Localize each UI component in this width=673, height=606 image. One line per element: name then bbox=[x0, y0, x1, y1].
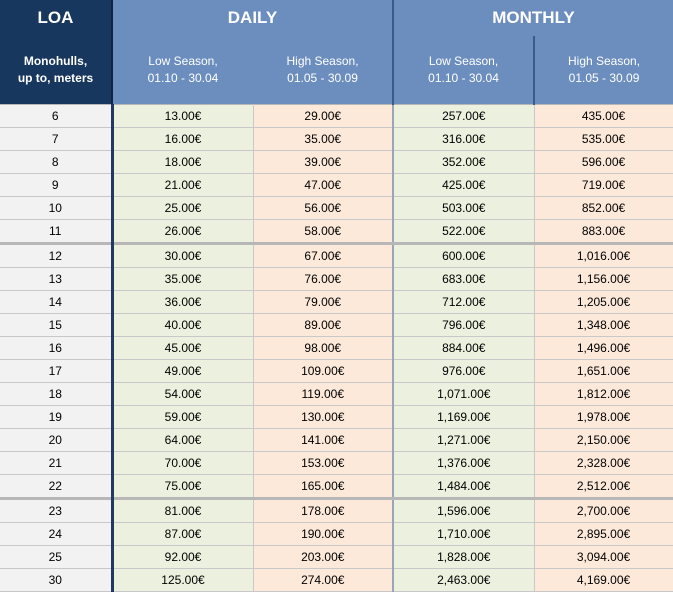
table-row bbox=[0, 128, 673, 151]
loa-cell: 6 bbox=[0, 105, 112, 128]
loa-cell: 24 bbox=[0, 523, 112, 546]
monthly-low-cell: 316.00€ bbox=[393, 128, 534, 151]
price-rows bbox=[0, 105, 673, 592]
monthly-low-cell: 712.00€ bbox=[393, 291, 534, 314]
monthly-low-cell: 683.00€ bbox=[393, 268, 534, 291]
table-row bbox=[0, 523, 673, 546]
daily-low-cell: 35.00€ bbox=[112, 268, 253, 291]
monthly-low-cell: 796.00€ bbox=[393, 314, 534, 337]
table-row bbox=[0, 105, 673, 128]
season-label: Low Season, bbox=[428, 54, 499, 68]
daily-low-cell: 92.00€ bbox=[112, 546, 253, 569]
daily-low-cell: 13.00€ bbox=[112, 105, 253, 128]
loa-cell: 23 bbox=[0, 499, 112, 523]
monthly-high-cell: 596.00€ bbox=[534, 151, 673, 174]
table-row bbox=[0, 429, 673, 452]
monthly-header: MONTHLY bbox=[393, 0, 673, 36]
daily-high-cell: 47.00€ bbox=[253, 174, 393, 197]
table-row bbox=[0, 220, 673, 244]
monthly-high-cell: 2,895.00€ bbox=[534, 523, 673, 546]
season-dates: 01.05 - 30.09 bbox=[568, 71, 640, 85]
monthly-high-cell: 4,169.00€ bbox=[534, 569, 673, 592]
daily-low-cell: 54.00€ bbox=[112, 383, 253, 406]
table-row bbox=[0, 151, 673, 174]
monthly-high-season-header bbox=[534, 36, 673, 105]
monthly-low-cell: 884.00€ bbox=[393, 337, 534, 360]
daily-low-cell: 59.00€ bbox=[112, 406, 253, 429]
monthly-low-cell: 352.00€ bbox=[393, 151, 534, 174]
daily-high-cell: 35.00€ bbox=[253, 128, 393, 151]
monthly-high-cell: 435.00€ bbox=[534, 105, 673, 128]
loa-subheader bbox=[0, 36, 112, 105]
monthly-high-cell: 719.00€ bbox=[534, 174, 673, 197]
daily-low-season-header bbox=[112, 36, 253, 105]
table-row bbox=[0, 499, 673, 523]
header-row-sub bbox=[0, 36, 673, 105]
season-dates: 01.10 - 30.04 bbox=[147, 71, 219, 85]
monthly-low-cell: 1,169.00€ bbox=[393, 406, 534, 429]
loa-cell: 10 bbox=[0, 197, 112, 220]
daily-low-cell: 40.00€ bbox=[112, 314, 253, 337]
daily-high-cell: 98.00€ bbox=[253, 337, 393, 360]
monthly-high-cell: 2,512.00€ bbox=[534, 475, 673, 499]
loa-cell: 25 bbox=[0, 546, 112, 569]
monthly-high-cell: 1,651.00€ bbox=[534, 360, 673, 383]
daily-high-cell: 119.00€ bbox=[253, 383, 393, 406]
loa-cell: 18 bbox=[0, 383, 112, 406]
monthly-low-cell: 1,828.00€ bbox=[393, 546, 534, 569]
monthly-high-cell: 3,094.00€ bbox=[534, 546, 673, 569]
daily-high-cell: 76.00€ bbox=[253, 268, 393, 291]
monthly-high-cell: 2,700.00€ bbox=[534, 499, 673, 523]
monthly-high-cell: 535.00€ bbox=[534, 128, 673, 151]
daily-high-cell: 203.00€ bbox=[253, 546, 393, 569]
loa-cell: 11 bbox=[0, 220, 112, 244]
daily-low-cell: 125.00€ bbox=[112, 569, 253, 592]
daily-low-cell: 45.00€ bbox=[112, 337, 253, 360]
table-row bbox=[0, 314, 673, 337]
loa-cell: 30 bbox=[0, 569, 112, 592]
monthly-high-cell: 2,328.00€ bbox=[534, 452, 673, 475]
table-row bbox=[0, 174, 673, 197]
daily-high-season-header bbox=[253, 36, 393, 105]
daily-low-cell: 30.00€ bbox=[112, 244, 253, 268]
monthly-low-cell: 257.00€ bbox=[393, 105, 534, 128]
table-row bbox=[0, 569, 673, 592]
daily-high-cell: 165.00€ bbox=[253, 475, 393, 499]
daily-high-cell: 178.00€ bbox=[253, 499, 393, 523]
monthly-low-cell: 1,071.00€ bbox=[393, 383, 534, 406]
daily-high-cell: 56.00€ bbox=[253, 197, 393, 220]
daily-high-cell: 58.00€ bbox=[253, 220, 393, 244]
table-row bbox=[0, 244, 673, 268]
monthly-low-cell: 1,376.00€ bbox=[393, 452, 534, 475]
daily-low-cell: 21.00€ bbox=[112, 174, 253, 197]
daily-low-cell: 18.00€ bbox=[112, 151, 253, 174]
daily-high-cell: 109.00€ bbox=[253, 360, 393, 383]
monthly-high-cell: 1,205.00€ bbox=[534, 291, 673, 314]
daily-low-cell: 70.00€ bbox=[112, 452, 253, 475]
daily-low-cell: 75.00€ bbox=[112, 475, 253, 499]
daily-low-cell: 16.00€ bbox=[112, 128, 253, 151]
monthly-high-cell: 883.00€ bbox=[534, 220, 673, 244]
daily-high-cell: 141.00€ bbox=[253, 429, 393, 452]
loa-cell: 16 bbox=[0, 337, 112, 360]
loa-cell: 12 bbox=[0, 244, 112, 268]
monthly-low-cell: 1,271.00€ bbox=[393, 429, 534, 452]
monthly-high-cell: 1,156.00€ bbox=[534, 268, 673, 291]
table-row bbox=[0, 452, 673, 475]
table-row bbox=[0, 546, 673, 569]
monthly-high-cell: 1,978.00€ bbox=[534, 406, 673, 429]
monthly-low-cell: 976.00€ bbox=[393, 360, 534, 383]
daily-low-cell: 81.00€ bbox=[112, 499, 253, 523]
monthly-high-cell: 2,150.00€ bbox=[534, 429, 673, 452]
daily-high-cell: 130.00€ bbox=[253, 406, 393, 429]
loa-cell: 17 bbox=[0, 360, 112, 383]
table-row bbox=[0, 360, 673, 383]
daily-low-cell: 49.00€ bbox=[112, 360, 253, 383]
daily-high-cell: 39.00€ bbox=[253, 151, 393, 174]
monthly-low-cell: 1,710.00€ bbox=[393, 523, 534, 546]
loa-cell: 15 bbox=[0, 314, 112, 337]
season-dates: 01.05 - 30.09 bbox=[287, 71, 358, 85]
daily-low-cell: 26.00€ bbox=[112, 220, 253, 244]
daily-high-cell: 67.00€ bbox=[253, 244, 393, 268]
loa-cell: 14 bbox=[0, 291, 112, 314]
season-label: Low Season, bbox=[148, 54, 218, 68]
loa-subheader-text: Monohulls, up to, meters bbox=[17, 54, 94, 85]
daily-high-cell: 153.00€ bbox=[253, 452, 393, 475]
daily-header: DAILY bbox=[112, 0, 393, 36]
table-row bbox=[0, 291, 673, 314]
monthly-high-cell: 1,348.00€ bbox=[534, 314, 673, 337]
loa-cell: 7 bbox=[0, 128, 112, 151]
daily-low-cell: 25.00€ bbox=[112, 197, 253, 220]
monthly-high-cell: 852.00€ bbox=[534, 197, 673, 220]
table-row bbox=[0, 197, 673, 220]
monthly-high-cell: 1,496.00€ bbox=[534, 337, 673, 360]
monthly-low-cell: 2,463.00€ bbox=[393, 569, 534, 592]
daily-low-cell: 64.00€ bbox=[112, 429, 253, 452]
daily-high-cell: 190.00€ bbox=[253, 523, 393, 546]
daily-low-cell: 87.00€ bbox=[112, 523, 253, 546]
monthly-high-cell: 1,812.00€ bbox=[534, 383, 673, 406]
daily-high-cell: 89.00€ bbox=[253, 314, 393, 337]
header-row-main bbox=[0, 0, 673, 36]
monthly-high-cell: 1,016.00€ bbox=[534, 244, 673, 268]
table-row bbox=[0, 268, 673, 291]
daily-high-cell: 79.00€ bbox=[253, 291, 393, 314]
loa-cell: 8 bbox=[0, 151, 112, 174]
loa-cell: 21 bbox=[0, 452, 112, 475]
table-row bbox=[0, 383, 673, 406]
daily-low-cell: 36.00€ bbox=[112, 291, 253, 314]
monthly-low-cell: 425.00€ bbox=[393, 174, 534, 197]
table-row bbox=[0, 337, 673, 360]
season-label: High Season, bbox=[286, 54, 359, 68]
table-row bbox=[0, 406, 673, 429]
monthly-low-season-header bbox=[393, 36, 534, 105]
monthly-low-cell: 1,484.00€ bbox=[393, 475, 534, 499]
monthly-low-cell: 600.00€ bbox=[393, 244, 534, 268]
loa-cell: 19 bbox=[0, 406, 112, 429]
table-row bbox=[0, 475, 673, 499]
loa-cell: 9 bbox=[0, 174, 112, 197]
loa-cell: 13 bbox=[0, 268, 112, 291]
daily-high-cell: 29.00€ bbox=[253, 105, 393, 128]
loa-cell: 22 bbox=[0, 475, 112, 499]
monthly-low-cell: 1,596.00€ bbox=[393, 499, 534, 523]
monthly-low-cell: 503.00€ bbox=[393, 197, 534, 220]
monthly-low-cell: 522.00€ bbox=[393, 220, 534, 244]
season-dates: 01.10 - 30.04 bbox=[428, 71, 499, 85]
season-label: High Season, bbox=[567, 54, 641, 68]
daily-high-cell: 274.00€ bbox=[253, 569, 393, 592]
loa-header: LOA bbox=[0, 0, 112, 36]
loa-cell: 20 bbox=[0, 429, 112, 452]
